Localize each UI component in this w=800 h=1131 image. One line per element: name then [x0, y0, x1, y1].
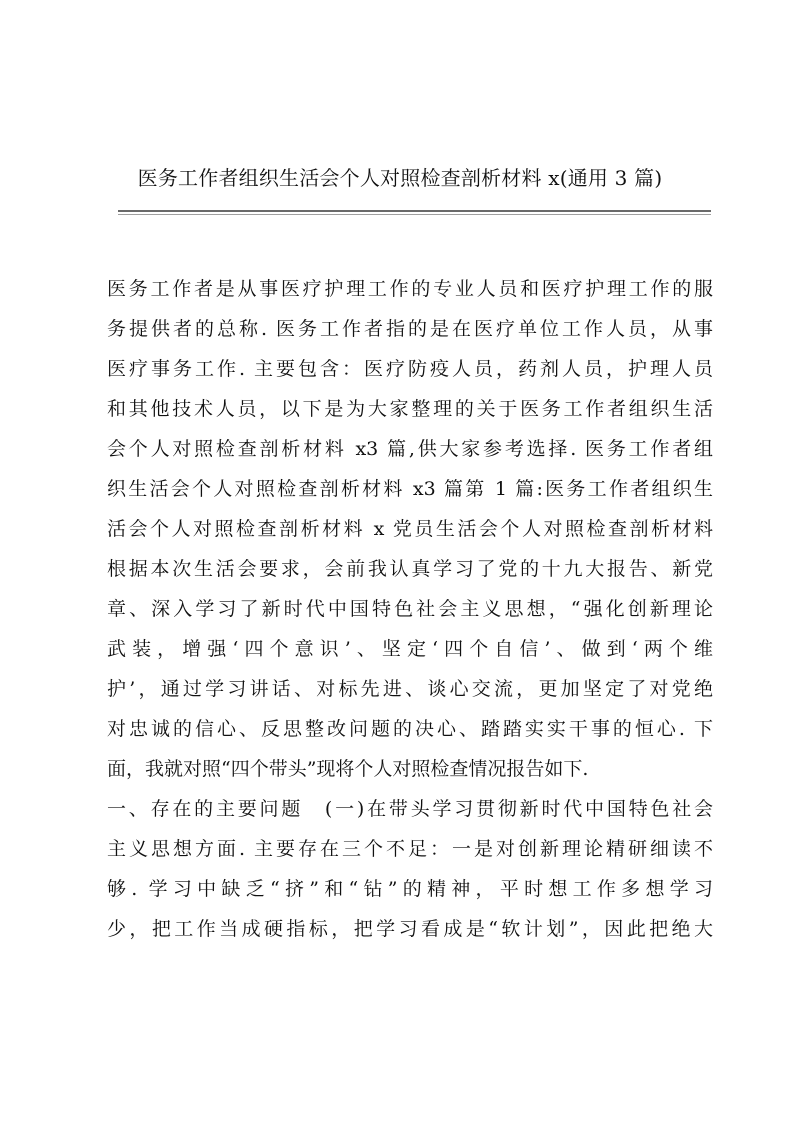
body-line: 够. 学习中缺乏“挤”和“钻”的精神，平时想工作多想学习	[107, 878, 713, 900]
body-line: 和其他技术人员，以下是为大家整理的关于医务工作者组织生活	[107, 398, 713, 420]
body-line: 务提供者的总称. 医务工作者指的是在医疗单位工作人员，从事	[107, 318, 713, 340]
body-line: 根据本次生活会要求，会前我认真学习了党的十九大报告、新党	[107, 558, 713, 580]
body-line: 一、存在的主要问题 (一)在带头学习贯彻新时代中国特色社会	[107, 798, 713, 820]
body-line: 织生活会个人对照检查剖析材料 x3 篇第 1 篇:医务工作者组织生	[107, 478, 713, 500]
body-line: 主义思想方面. 主要存在三个不足：一是对创新理论精研细读不	[107, 838, 713, 860]
document-body	[107, 269, 713, 949]
body-line: 会个人对照检查剖析材料 x3 篇,供大家参考选择. 医务工作者组	[107, 438, 713, 460]
body-line: 对忠诚的信心、反思整改问题的决心、踏踏实实干事的恒心. 下	[107, 718, 713, 740]
body-line: 医疗事务工作. 主要包含：医疗防疫人员，药剂人员，护理人员	[107, 358, 713, 380]
body-line: 少，把工作当成硬指标，把学习看成是“软计划”，因此把绝大	[107, 918, 713, 940]
document-title: 医务工作者组织生活会个人对照检查剖析材料 x(通用 3 篇)	[137, 166, 663, 190]
body-line: 活会个人对照检查剖析材料 x 党员生活会个人对照检查剖析材料	[107, 518, 713, 540]
body-line: 武装，增强‘四个意识’、坚定‘四个自信’、做到‘两个维	[107, 638, 713, 660]
body-line: 护’，通过学习讲话、对标先进、谈心交流，更加坚定了对党绝	[107, 678, 713, 700]
body-line: 面，我就对照“四个带头”现将个人对照检查情况报告如下.	[107, 758, 589, 780]
body-line: 章、深入学习了新时代中国特色社会主义思想，“强化创新理论	[107, 598, 713, 620]
title-divider-thin	[118, 214, 711, 215]
body-line: 医务工作者是从事医疗护理工作的专业人员和医疗护理工作的服	[107, 278, 713, 300]
title-divider	[118, 210, 711, 212]
